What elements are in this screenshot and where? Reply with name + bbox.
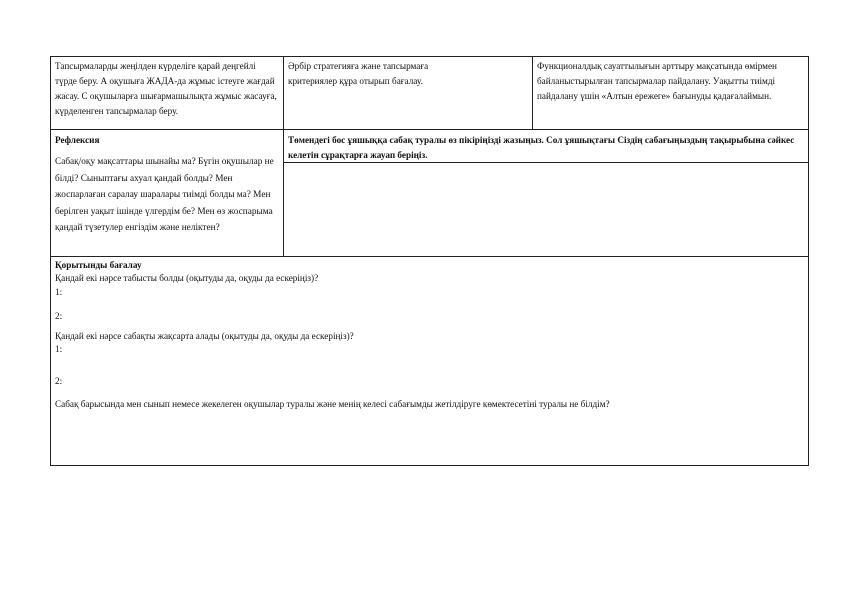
table-border-top [50, 56, 809, 57]
reflection-answer-cell[interactable] [284, 163, 808, 256]
summary-question-2: Қандай екі нәрсе сабақты жақсарта алады (оқытуды да, оқуды да ескеріңіз)? [55, 331, 354, 341]
table-border-left [50, 56, 51, 466]
row-divider-2 [50, 256, 809, 257]
table-border-bottom [50, 465, 809, 466]
assessment-cell [288, 59, 478, 89]
differentiation-text: Тапсырмаларды жеңілден күрделіге қарай деңгейлі түрде беру. А оқушыға ЖАДА-да жұмыс істеуге жағдай жасау. С оқушыларға шығармашылықта жұмыс жасауға, күрделенген тапсырмалар беру. [55, 61, 277, 116]
answer-1-1-label: 1: [55, 287, 63, 297]
instruction-cell [288, 133, 806, 163]
row-divider-1 [50, 129, 809, 130]
literacy-text: Функционалдық сауаттылығын арттыру мақсатында өмірмен байланыстырылған тапсырмалар пайдалану. Уақытты тиімді пайдалану үшін «Алтын ережеге» бағынуды қадағалаймын. [537, 61, 777, 101]
summary-question-1: Қандай екі нәрсе табысты болды (оқытуды да, оқуды да ескеріңіз)? [55, 272, 319, 283]
instruction-text: Төмендегі бос ұяшыққа сабақ туралы өз пікіріңізді жазыңыз. Сол ұяшықтағы Сіздің сабағыңыздың тақырыбына сәйкес келетін сұрақтарға жауап беріңіз. [288, 135, 795, 160]
reflection-heading: Рефлексия [55, 135, 100, 145]
assessment-text: Әрбір стратегияға және тапсырмаға критериялер құра отырып бағалау. [288, 61, 429, 86]
reflection-questions: Сабақ/оқу мақсаттары шынайы ма? Бүгін оқушылар не білді? Сыныптағы ахуал қандай болды? Мен жоспарлаған саралау шаралары тиімді болды ма? Мен берілген уақыт ішінде үлгердім бе? Мен өз жоспарыма қандай түзетулер енгіздім және неліктен? [55, 157, 274, 234]
summary-heading: Қорытынды бағалау [55, 260, 142, 270]
answer-1-2-label: 2: [55, 310, 63, 321]
answer-2-1-label: 1: [55, 343, 63, 354]
answer-2-2-label: 2: [55, 376, 63, 386]
summary-cell [55, 259, 803, 410]
literacy-cell [537, 59, 805, 104]
differentiation-cell [55, 59, 277, 119]
lesson-plan-table [50, 56, 809, 466]
column-divider-2 [532, 56, 533, 130]
summary-question-3: Сабақ барысында мен сынып немесе жекелеген оқушылар туралы және менің келесі сабағымды жетілдіруге көмектесетіні туралы не білдім? [55, 398, 610, 409]
table-border-right [808, 56, 809, 466]
reflection-cell [55, 133, 277, 237]
